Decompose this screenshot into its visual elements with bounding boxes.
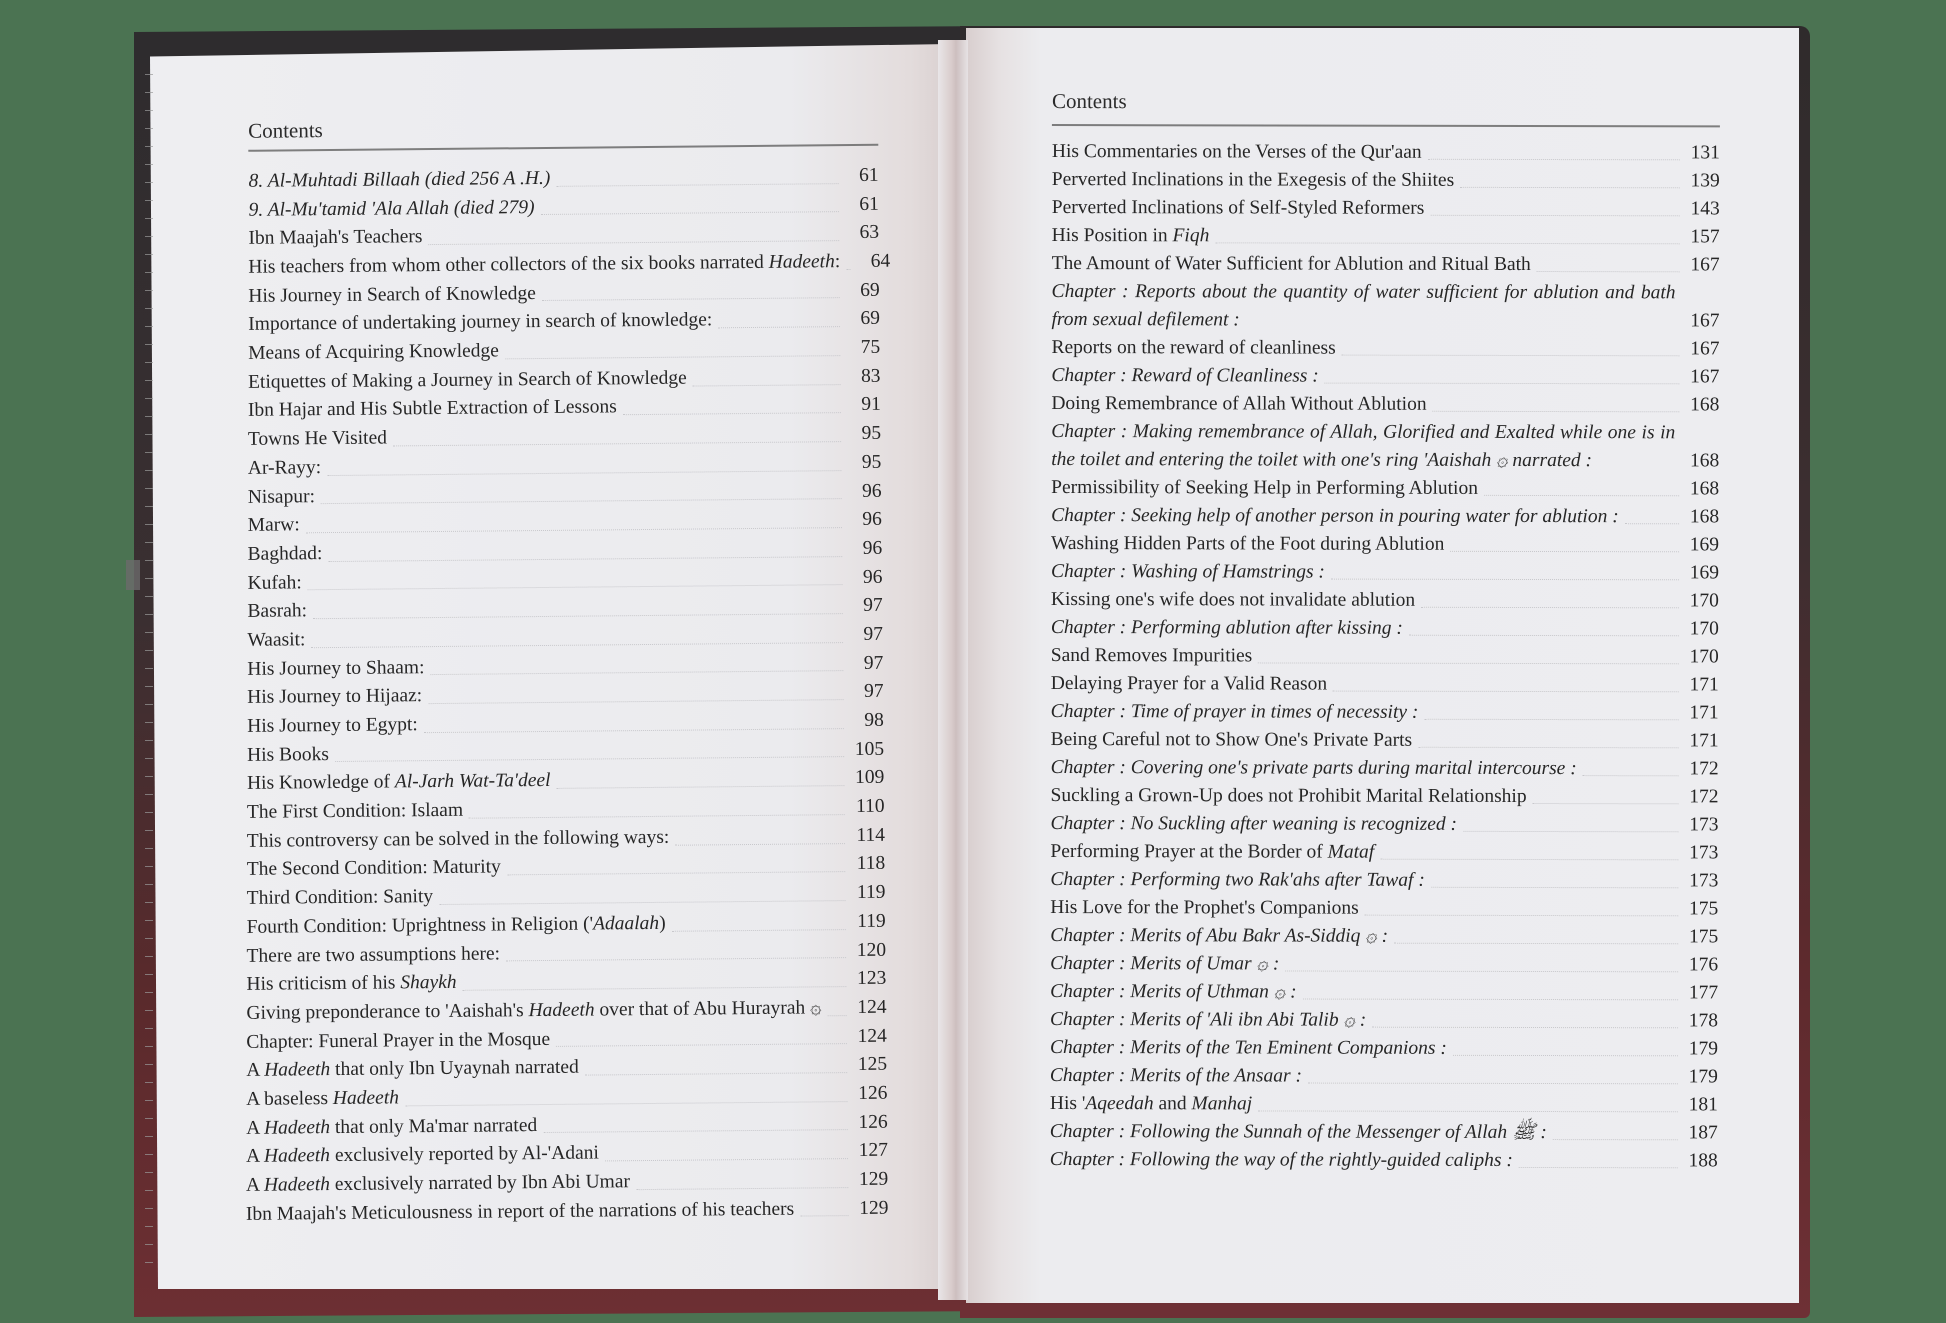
- page-number: 171: [1689, 702, 1719, 724]
- entry-title: His criticism of his Shaykh: [246, 972, 457, 996]
- entry-title: His Journey to Shaam:: [247, 656, 425, 680]
- page-number: 110: [856, 795, 885, 818]
- page-number: 168: [1690, 394, 1720, 416]
- entry-title: Reports on the reward of cleanliness: [1051, 336, 1336, 359]
- toc-entries: [1050, 138, 1720, 1175]
- dot-leader: [424, 728, 844, 733]
- dot-leader: [1553, 1139, 1678, 1140]
- toc-entry: [1052, 138, 1720, 167]
- dot-leader: [623, 412, 841, 415]
- entry-title: Kissing one's wife does not invalidate ablution: [1050, 588, 1416, 611]
- page-number: 127: [858, 1140, 889, 1162]
- dot-leader: [1583, 775, 1679, 776]
- toc-entry: [1051, 558, 1719, 587]
- entry-title: Waasit:: [247, 629, 306, 651]
- dot-leader: [1450, 551, 1679, 552]
- dot-leader: [469, 814, 845, 819]
- dot-leader: [463, 986, 847, 991]
- entry-title: His Books: [247, 743, 330, 766]
- toc-entry: [1051, 726, 1719, 755]
- dot-leader: [1484, 495, 1679, 496]
- dot-leader: [1431, 887, 1679, 889]
- page-number: 175: [1688, 926, 1719, 948]
- entry-title: Chapter : Following the way of the rightly-guided caliphs :: [1049, 1148, 1513, 1171]
- entry-title: Basrah:: [247, 600, 308, 623]
- page-number: 172: [1689, 786, 1719, 808]
- dot-leader: [1428, 159, 1680, 161]
- dot-leader: [1424, 719, 1678, 721]
- dot-leader: [585, 1072, 847, 1076]
- dot-leader: [507, 871, 845, 875]
- page-number: 181: [1688, 1094, 1718, 1116]
- page-number: 173: [1689, 814, 1719, 836]
- toc-entry: [1052, 194, 1720, 223]
- entry-title: Chapter : Performing two Rak'ahs after Tawaf :: [1050, 868, 1425, 891]
- entry-title: Nisapur:: [247, 485, 316, 508]
- page-number: 169: [1689, 562, 1720, 584]
- entry-title: Doing Remembrance of Allah Without Ablution: [1051, 392, 1427, 415]
- page-number: 131: [1690, 142, 1720, 164]
- dot-leader: [1453, 1055, 1678, 1056]
- entry-title: His teachers from whom other collectors of the six books narrated Hadeeth:: [248, 251, 841, 278]
- entry-title: The First Condition: Islaam: [246, 799, 464, 823]
- toc-entry: [1050, 978, 1718, 1007]
- dot-leader: [1418, 747, 1678, 749]
- entry-title: His Love for the Prophet's Companions: [1050, 896, 1359, 919]
- dot-leader: [313, 613, 843, 619]
- entry-title: Perverted Inclinations in the Exegesis of the Shiites: [1051, 168, 1455, 191]
- toc-entry: [1051, 614, 1719, 643]
- toc-entry: [1050, 810, 1718, 839]
- page-number: 118: [856, 853, 886, 875]
- page-number: 96: [862, 480, 882, 502]
- page-number: 126: [858, 1111, 888, 1133]
- dot-leader: [541, 212, 839, 216]
- dot-leader: [1409, 635, 1679, 637]
- entry-title: Third Condition: Sanity: [246, 886, 434, 910]
- dot-leader: [308, 584, 843, 590]
- entry-title: A Hadeeth that only Ma'mar narrated: [246, 1114, 538, 1139]
- page-number: 175: [1689, 898, 1719, 920]
- entry-title: His Journey to Hijaaz:: [247, 685, 423, 709]
- toc-entry: [1050, 1034, 1718, 1063]
- page-number: 170: [1689, 646, 1719, 668]
- page-number: 170: [1689, 590, 1719, 612]
- entry-title: Perverted Inclinations of Self-Styled Reformers: [1051, 196, 1425, 219]
- dot-leader: [1533, 803, 1679, 804]
- toc-entry: [1051, 670, 1719, 699]
- page-number: 125: [857, 1054, 888, 1076]
- page-number: 91: [861, 394, 881, 416]
- entry-title: Importance of undertaking journey in search of knowledge:: [248, 309, 713, 336]
- page-number: 173: [1689, 842, 1719, 864]
- entry-title: Chapter : Merits of the Ansaar :: [1049, 1064, 1303, 1087]
- page-number: 119: [857, 910, 886, 932]
- toc-entry: [1050, 782, 1718, 811]
- page-number: 167: [1690, 338, 1720, 360]
- page-number: 176: [1688, 954, 1719, 976]
- dot-leader: [306, 527, 842, 533]
- toc-entry: [1050, 838, 1718, 867]
- toc-entry: [1051, 530, 1719, 559]
- dot-leader: [1365, 915, 1679, 917]
- toc-entry: [1051, 586, 1719, 615]
- entry-title: Performing Prayer at the Border of Mataf: [1050, 840, 1375, 863]
- dot-leader: [1258, 662, 1679, 664]
- dot-leader: [321, 498, 842, 504]
- entry-title: Being Careful not to Show One's Private Parts: [1050, 728, 1413, 751]
- dot-leader: [1308, 1083, 1678, 1085]
- toc-entry: [1050, 1118, 1718, 1147]
- dot-leader: [718, 326, 840, 328]
- dot-leader: [1258, 1110, 1678, 1112]
- toc-entry: [1052, 166, 1720, 195]
- entry-title: The Amount of Water Sufficient for Ablution and Ritual Bath: [1051, 252, 1531, 276]
- toc-entry: [1050, 950, 1718, 979]
- entry-title: The Second Condition: Maturity: [246, 856, 501, 881]
- entry-title: Chapter : Following the Sunnah of the Messenger of Allah ﷺ :: [1049, 1120, 1547, 1144]
- page-number: 187: [1688, 1122, 1718, 1144]
- entry-title: Means of Acquiring Knowledge: [248, 340, 499, 364]
- toc-entry: [1052, 250, 1720, 279]
- entry-title: Chapter : Time of prayer in times of necessity :: [1050, 700, 1419, 723]
- heading-rule: [1052, 124, 1720, 127]
- page-number: 95: [861, 451, 882, 473]
- dot-leader: [1331, 579, 1679, 581]
- entry-title: 9. Al-Mu'tamid 'Ala Allah (died 279): [248, 196, 535, 221]
- toc-entry: [1050, 866, 1718, 895]
- dot-leader: [1433, 411, 1680, 413]
- entry-title: Marw:: [247, 514, 300, 537]
- dot-leader: [1303, 999, 1679, 1001]
- entry-title: Ibn Maajah's Meticulousness in report of the narrations of his teachers: [245, 1198, 795, 1225]
- toc-entry: [1050, 1090, 1718, 1119]
- dot-leader: [543, 1129, 847, 1133]
- entry-title: Ibn Maajah's Teachers: [248, 226, 423, 250]
- toc-entry: [1051, 502, 1719, 531]
- page-number: 171: [1689, 674, 1719, 696]
- dot-leader: [428, 240, 839, 245]
- toc-entry: [1050, 1146, 1718, 1175]
- entry-title: Chapter : Seeking help of another person in pouring water for ablution :: [1051, 504, 1619, 528]
- page-number: 97: [863, 681, 884, 703]
- page-number: 61: [858, 164, 879, 186]
- toc-entry: [1052, 222, 1720, 251]
- entry-title: His Knowledge of Al-Jarh Wat-Ta'deel: [246, 770, 551, 795]
- dot-leader: [1333, 691, 1679, 693]
- dot-leader: [1460, 187, 1680, 188]
- entry-title: Chapter : Reports about the quantity of water sufficient for ablution and bath from sexual defilement :: [1051, 280, 1676, 331]
- page-number: 114: [856, 824, 886, 846]
- dot-leader: [1325, 383, 1680, 385]
- entry-title: A baseless Hadeeth: [246, 1087, 400, 1110]
- binding-stitches: [145, 60, 153, 1280]
- page-heading: Contents: [1051, 89, 1127, 114]
- dot-leader: [328, 556, 842, 562]
- toc-entry: [1051, 474, 1719, 503]
- page-number: 124: [857, 996, 887, 1018]
- entry-title: There are two assumptions here:: [246, 942, 501, 967]
- page-number: 123: [856, 967, 887, 990]
- entry-title: Chapter : Merits of Uthman ۞ :: [1050, 980, 1297, 1003]
- entry-title: His 'Aqeedah and Manhaj: [1049, 1092, 1253, 1115]
- dot-leader: [672, 929, 846, 932]
- page-number: 188: [1688, 1150, 1718, 1172]
- toc-entry: [1051, 754, 1719, 783]
- page-number: 97: [863, 595, 883, 617]
- dot-leader: [431, 670, 844, 675]
- dot-leader: [675, 843, 845, 846]
- page-number: 95: [861, 422, 882, 445]
- page-number: 179: [1688, 1038, 1719, 1060]
- heading-rule: [248, 144, 878, 152]
- page-number: 97: [863, 652, 884, 674]
- dot-leader: [1372, 1027, 1678, 1029]
- entry-title: A Hadeeth exclusively reported by Al-'Adani: [245, 1142, 599, 1168]
- page-number: 96: [862, 508, 882, 531]
- page-number: 167: [1690, 310, 1720, 332]
- toc-entry: [1051, 698, 1719, 727]
- dot-leader: [1463, 831, 1678, 832]
- entry-title: Chapter : No Suckling after weaning is recognized :: [1050, 812, 1458, 835]
- dot-leader: [327, 470, 841, 476]
- dot-leader: [311, 642, 843, 648]
- page-number: 167: [1690, 254, 1720, 276]
- entry-title: Delaying Prayer for a Valid Reason: [1050, 672, 1328, 695]
- dot-leader: [393, 441, 841, 446]
- dot-leader: [542, 298, 840, 302]
- entry-title: Etiquettes of Making a Journey in Search of Knowledge: [247, 367, 687, 393]
- toc-entries: [228, 162, 891, 1230]
- entry-title: 8. Al-Muhtadi Billaah (died 256 A .H.): [248, 167, 551, 192]
- dot-leader: [506, 957, 846, 961]
- entry-title: Suckling a Grown-Up does not Prohibit Marital Relationship: [1050, 784, 1527, 807]
- toc-entry: [1051, 278, 1719, 335]
- entry-title: Chapter : Reward of Cleanliness :: [1051, 364, 1319, 387]
- dot-leader: [556, 1043, 847, 1047]
- entry-title: Chapter : Merits of Abu Bakr As-Siddiq ۞ :: [1050, 924, 1389, 947]
- page-number: 171: [1689, 730, 1719, 752]
- dot-leader: [1285, 970, 1678, 972]
- dot-leader: [1519, 1167, 1678, 1168]
- entry-title: Giving preponderance to 'Aaishah's Hadeeth over that of Abu Hurayrah ۞: [246, 997, 822, 1024]
- dot-leader: [505, 355, 840, 359]
- toc-entry: [1051, 418, 1719, 475]
- entry-title: Fourth Condition: Uprightness in Religion ('Adaalah): [246, 912, 666, 938]
- dot-leader: [1537, 271, 1680, 272]
- page-number: 96: [862, 566, 883, 588]
- page-number: 172: [1689, 758, 1719, 780]
- dot-leader: [1421, 607, 1679, 609]
- page-number: 178: [1688, 1010, 1719, 1032]
- dot-leader: [1430, 215, 1679, 217]
- toc-entry: [1051, 642, 1719, 671]
- toc-entry: [1050, 1062, 1718, 1091]
- page-number: 170: [1689, 618, 1719, 640]
- page-number: 97: [863, 623, 884, 645]
- toc-right: [1050, 88, 1720, 1175]
- page-number: 119: [856, 881, 886, 904]
- page-heading: Contents: [248, 118, 323, 143]
- entry-title: Kufah:: [247, 571, 302, 594]
- entry-title: Chapter : Merits of the Ten Eminent Companions :: [1049, 1036, 1447, 1059]
- page-number: 177: [1688, 982, 1719, 1004]
- toc-entry: [1051, 362, 1719, 391]
- toc-left: [228, 112, 889, 1230]
- page-number: 169: [1689, 534, 1720, 556]
- page-number: 75: [860, 336, 881, 359]
- book-gutter: [938, 40, 968, 1300]
- page-number: 168: [1689, 450, 1720, 472]
- dot-leader: [439, 900, 845, 905]
- page-number: 124: [857, 1025, 887, 1047]
- toc-entry: [1050, 1006, 1718, 1035]
- entry-title: Ar-Rayy:: [247, 456, 322, 479]
- page-number: 129: [859, 1197, 889, 1219]
- dot-leader: [405, 1101, 847, 1106]
- page-number: 168: [1689, 478, 1720, 500]
- page-number: 120: [856, 939, 887, 961]
- page-number: 83: [860, 365, 881, 387]
- page-number: 167: [1690, 366, 1720, 388]
- entry-title: Baghdad:: [247, 543, 323, 565]
- dot-leader: [556, 183, 838, 187]
- page-number: 61: [859, 193, 879, 215]
- page-number: 69: [860, 279, 880, 301]
- page-number: 129: [858, 1168, 889, 1191]
- page-number: 173: [1689, 870, 1719, 892]
- dot-leader: [1625, 523, 1679, 524]
- dot-leader: [605, 1158, 848, 1161]
- dot-leader: [636, 1187, 848, 1190]
- page-number: 143: [1690, 198, 1720, 220]
- dot-leader: [1394, 943, 1678, 945]
- page-number: 139: [1690, 170, 1720, 192]
- entry-title: Chapter : Merits of Umar ۞ :: [1050, 952, 1280, 975]
- entry-title: His Journey to Egypt:: [247, 714, 418, 737]
- entry-title: Chapter : Washing of Hamstrings :: [1050, 560, 1325, 583]
- entry-title: A Hadeeth exclusively narrated by Ibn Abi Umar: [245, 1171, 631, 1196]
- page-number: 126: [858, 1082, 888, 1104]
- entry-title: Chapter: Funeral Prayer in the Mosque: [246, 1028, 551, 1053]
- entry-title: Chapter : Merits of 'Ali ibn Abi Talib ۞ :: [1050, 1008, 1367, 1031]
- dot-leader: [846, 269, 850, 270]
- dot-leader: [1380, 859, 1678, 861]
- toc-entry: [1050, 922, 1718, 951]
- entry-title: Towns He Visited: [247, 427, 388, 450]
- entry-title: Ibn Hajar and His Subtle Extraction of Lessons: [247, 396, 617, 422]
- dot-leader: [335, 757, 844, 763]
- entry-title: His Commentaries on the Verses of the Qur'aan: [1051, 140, 1422, 163]
- entry-title: His Position in Fiqh: [1051, 224, 1210, 247]
- page-number: 168: [1689, 506, 1720, 528]
- entry-title: His Journey in Search of Knowledge: [248, 282, 536, 307]
- dot-leader: [428, 699, 843, 704]
- toc-entry: [1050, 894, 1718, 923]
- dot-leader: [1215, 242, 1679, 244]
- entry-title: A Hadeeth that only Ibn Uyaynah narrated: [246, 1056, 579, 1082]
- dot-leader: [828, 1015, 847, 1016]
- entry-title: Permissibility of Seeking Help in Performing Ablution: [1051, 476, 1478, 499]
- binding-clip: [126, 560, 140, 590]
- dot-leader: [557, 785, 845, 789]
- toc-entry: [1051, 390, 1719, 419]
- page-number: 63: [859, 222, 880, 244]
- dot-leader: [1342, 355, 1680, 357]
- entry-title: Chapter : Covering one's private parts during marital intercourse :: [1050, 756, 1577, 780]
- entry-title: Chapter : Performing ablution after kissing :: [1050, 616, 1403, 639]
- entry-title: Chapter : Making remembrance of Allah, Glorified and Exalted while one is in the toilet and entering the toilet with one's ring 'Aaishah ۞ narrated :: [1051, 420, 1676, 472]
- dot-leader: [693, 384, 841, 386]
- page-number: 179: [1688, 1066, 1718, 1088]
- page-number: 109: [855, 767, 885, 789]
- toc-entry: [1051, 334, 1719, 363]
- entry-title: Washing Hidden Parts of the Foot during Ablution: [1051, 532, 1445, 555]
- page-number: 98: [864, 709, 884, 731]
- page-number: 64: [870, 250, 891, 272]
- entry-title: This controversy can be solved in the following ways:: [246, 826, 670, 852]
- page-number: 105: [854, 738, 885, 760]
- page-number: 157: [1690, 226, 1720, 248]
- page-number: 96: [862, 537, 883, 559]
- page-number: 69: [860, 308, 881, 330]
- entry-title: Sand Removes Impurities: [1050, 644, 1253, 667]
- dot-leader: [800, 1216, 848, 1217]
